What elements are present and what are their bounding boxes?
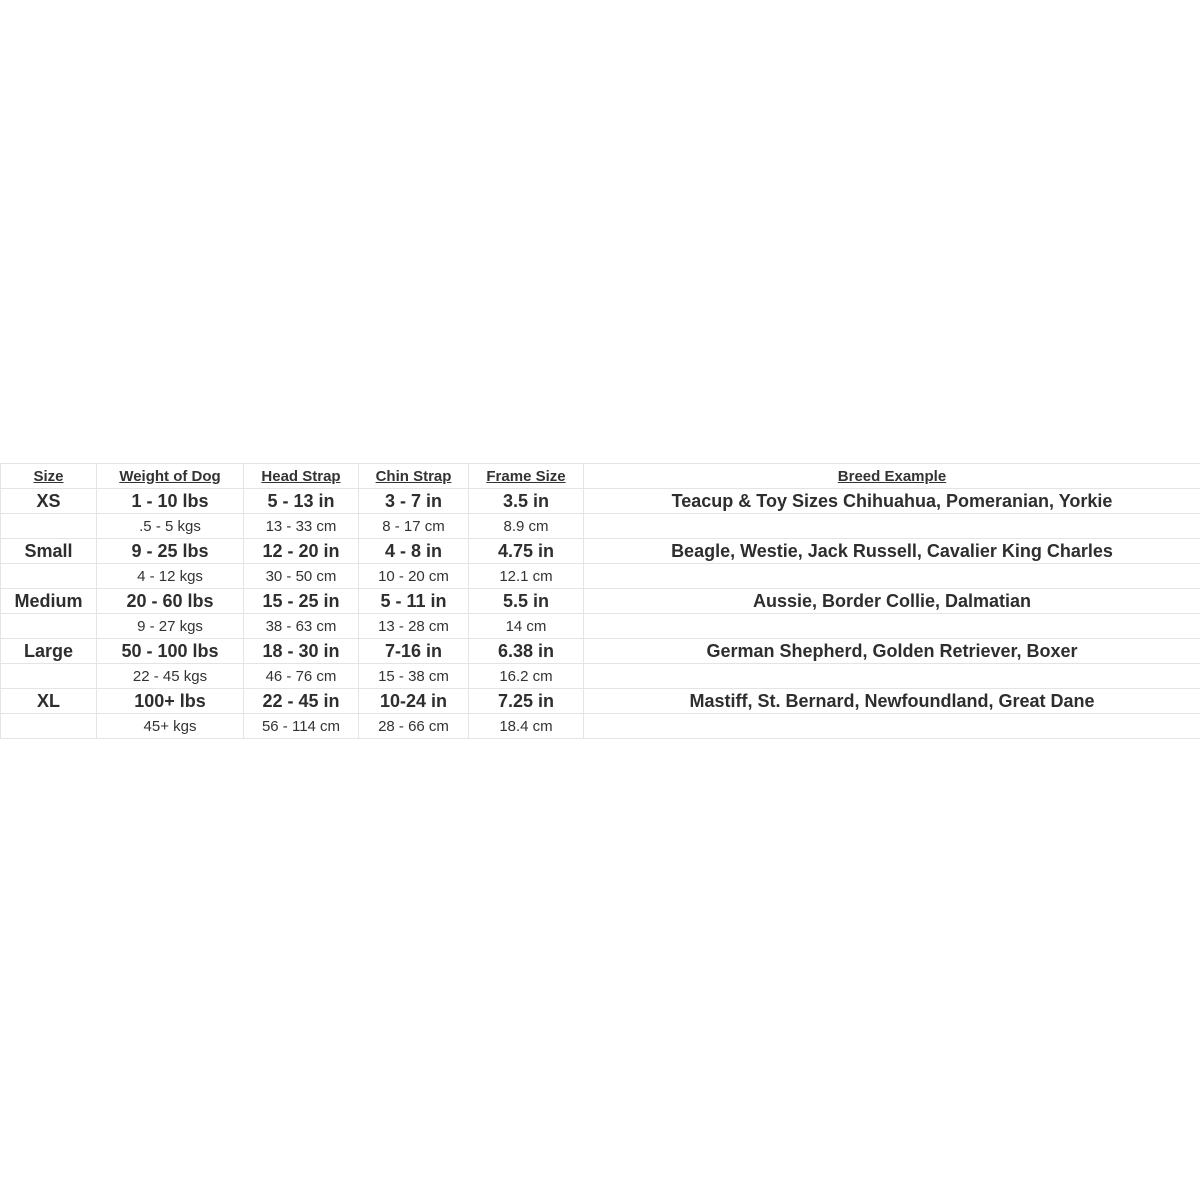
weight-kg-cell: 45+ kgs: [97, 714, 244, 739]
table-row: [1, 614, 1200, 639]
head-strap-in-cell: 22 - 45 in: [244, 689, 359, 714]
frame-size-in-cell: 6.38 in: [469, 639, 584, 664]
head-strap-cm-cell: 13 - 33 cm: [244, 514, 359, 539]
table-row: [1, 589, 1200, 614]
weight-kg-cell: .5 - 5 kgs: [97, 514, 244, 539]
chin-strap-cm-cell: 13 - 28 cm: [359, 614, 469, 639]
frame-size-cm-cell: 12.1 cm: [469, 564, 584, 589]
chin-strap-cm-cell: 8 - 17 cm: [359, 514, 469, 539]
size-chart-table: [0, 463, 1200, 739]
chin-strap-in-cell: 4 - 8 in: [359, 539, 469, 564]
header-row: [1, 464, 1200, 489]
size-cell: XL: [1, 689, 97, 714]
head-strap-in-cell: 18 - 30 in: [244, 639, 359, 664]
table-row: [1, 489, 1200, 514]
header-breed-example: Breed Example: [584, 464, 1200, 489]
header-size: Size: [1, 464, 97, 489]
frame-size-in-cell: 5.5 in: [469, 589, 584, 614]
weight-lbs-cell: 1 - 10 lbs: [97, 489, 244, 514]
head-strap-in-cell: 5 - 13 in: [244, 489, 359, 514]
chin-strap-cm-cell: 10 - 20 cm: [359, 564, 469, 589]
frame-size-cm-cell: 18.4 cm: [469, 714, 584, 739]
breed-cell-empty: [584, 564, 1200, 589]
size-cell: XS: [1, 489, 97, 514]
table-row: [1, 514, 1200, 539]
head-strap-cm-cell: 30 - 50 cm: [244, 564, 359, 589]
header-head-strap: Head Strap: [244, 464, 359, 489]
breed-cell-empty: [584, 614, 1200, 639]
table-row: [1, 564, 1200, 589]
weight-kg-cell: 9 - 27 kgs: [97, 614, 244, 639]
weight-lbs-cell: 9 - 25 lbs: [97, 539, 244, 564]
weight-kg-cell: 22 - 45 kgs: [97, 664, 244, 689]
size-cell: Small: [1, 539, 97, 564]
head-strap-cm-cell: 56 - 114 cm: [244, 714, 359, 739]
chin-strap-in-cell: 5 - 11 in: [359, 589, 469, 614]
chin-strap-cm-cell: 28 - 66 cm: [359, 714, 469, 739]
table-row: [1, 689, 1200, 714]
frame-size-cm-cell: 16.2 cm: [469, 664, 584, 689]
frame-size-in-cell: 7.25 in: [469, 689, 584, 714]
table-row: [1, 639, 1200, 664]
head-strap-in-cell: 12 - 20 in: [244, 539, 359, 564]
breed-example-cell: Beagle, Westie, Jack Russell, Cavalier King Charles: [584, 539, 1200, 564]
head-strap-in-cell: 15 - 25 in: [244, 589, 359, 614]
size-cell-empty: [1, 714, 97, 739]
size-cell-empty: [1, 614, 97, 639]
chin-strap-in-cell: 3 - 7 in: [359, 489, 469, 514]
breed-example-cell: Teacup & Toy Sizes Chihuahua, Pomeranian, Yorkie: [584, 489, 1200, 514]
size-cell-empty: [1, 564, 97, 589]
frame-size-in-cell: 4.75 in: [469, 539, 584, 564]
weight-lbs-cell: 20 - 60 lbs: [97, 589, 244, 614]
table-row: [1, 664, 1200, 689]
head-strap-cm-cell: 46 - 76 cm: [244, 664, 359, 689]
breed-example-cell: German Shepherd, Golden Retriever, Boxer: [584, 639, 1200, 664]
chin-strap-cm-cell: 15 - 38 cm: [359, 664, 469, 689]
size-cell-empty: [1, 514, 97, 539]
breed-cell-empty: [584, 514, 1200, 539]
frame-size-cm-cell: 8.9 cm: [469, 514, 584, 539]
chin-strap-in-cell: 10-24 in: [359, 689, 469, 714]
table-row: [1, 539, 1200, 564]
breed-example-cell: Mastiff, St. Bernard, Newfoundland, Great Dane: [584, 689, 1200, 714]
weight-lbs-cell: 100+ lbs: [97, 689, 244, 714]
header-weight: Weight of Dog: [97, 464, 244, 489]
weight-kg-cell: 4 - 12 kgs: [97, 564, 244, 589]
head-strap-cm-cell: 38 - 63 cm: [244, 614, 359, 639]
frame-size-in-cell: 3.5 in: [469, 489, 584, 514]
chin-strap-in-cell: 7-16 in: [359, 639, 469, 664]
breed-cell-empty: [584, 664, 1200, 689]
header-frame-size: Frame Size: [469, 464, 584, 489]
weight-lbs-cell: 50 - 100 lbs: [97, 639, 244, 664]
table-row: [1, 714, 1200, 739]
frame-size-cm-cell: 14 cm: [469, 614, 584, 639]
size-cell: Medium: [1, 589, 97, 614]
header-chin-strap: Chin Strap: [359, 464, 469, 489]
breed-example-cell: Aussie, Border Collie, Dalmatian: [584, 589, 1200, 614]
breed-cell-empty: [584, 714, 1200, 739]
size-cell-empty: [1, 664, 97, 689]
size-cell: Large: [1, 639, 97, 664]
